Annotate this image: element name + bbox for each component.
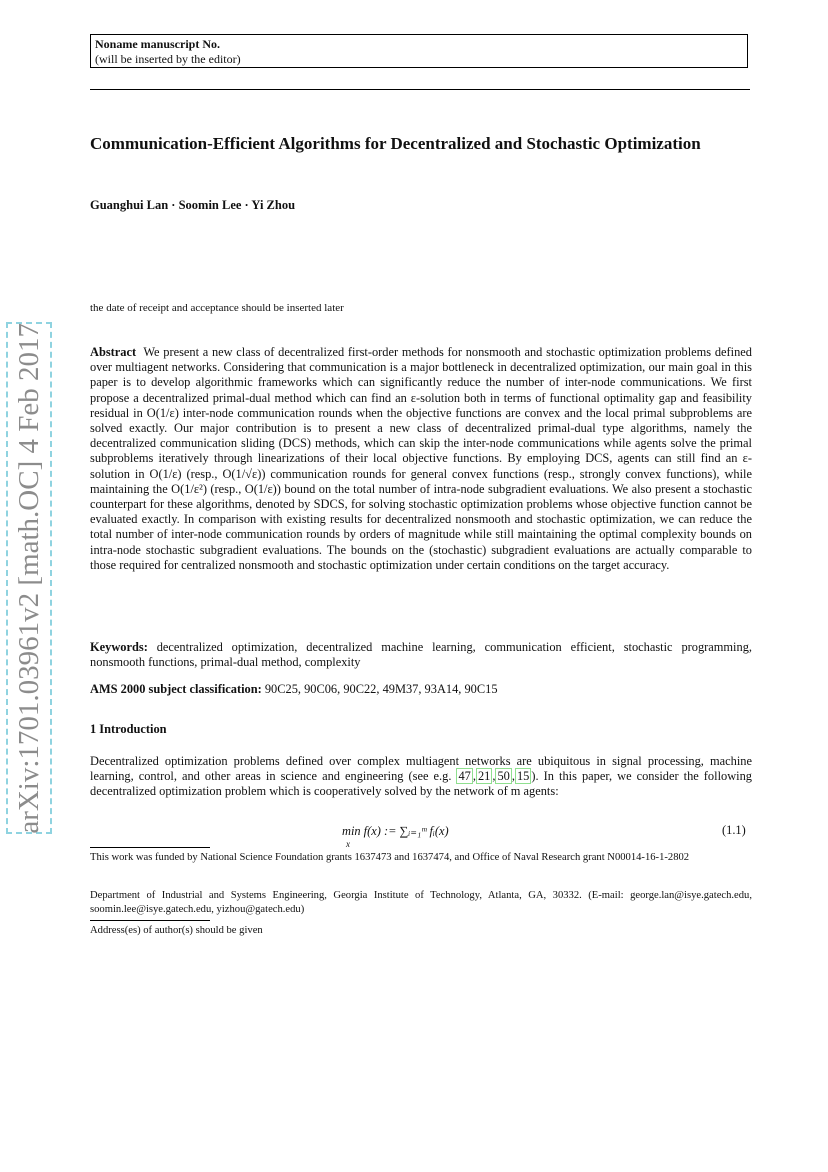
intro-text-before: Decentralized optimization problems defined over complex multiagent networks are ubiquitous in signal processing, machine learning, control, and other areas in science and engineering (see e.g. bbox=[90, 754, 752, 784]
citation-link[interactable]: 50 bbox=[497, 769, 510, 784]
keywords-text: decentralized optimization, decentralized machine learning, communication efficient, stochastic programming, nonsmooth functions, primal-dual method, complexity bbox=[90, 640, 752, 670]
keywords bbox=[90, 640, 752, 670]
citation-link[interactable]: 47 bbox=[458, 769, 471, 784]
author-address: Address(es) of author(s) should be given bbox=[90, 925, 263, 936]
intro-text-after: ). In this paper, we consider the following decentralized optimization problem which is cooperatively solved by the network of m agents: bbox=[90, 769, 752, 799]
paper-title: Communication-Efficient Algorithms for Decentralized and Stochastic Optimization bbox=[90, 134, 701, 153]
equation-text: min f(x) := ∑ᵢ₌₁ᵐ fᵢ(x) bbox=[342, 824, 449, 838]
equation-subscript: x bbox=[346, 839, 350, 849]
department-affiliation: Department of Industrial and Systems Engineering, Georgia Institute of Technology, Atlanta, GA, 30332. (E-mail: george.lan@isye.gatech.edu, soomin.lee@isye.gatech.edu, yizhou@gatech.edu) bbox=[90, 890, 752, 915]
manuscript-number: Noname manuscript No. bbox=[95, 37, 220, 51]
equation-1-1 bbox=[342, 823, 449, 849]
editor-box bbox=[90, 34, 748, 68]
ams-codes: 90C25, 90C06, 90C22, 49M37, 93A14, 90C15 bbox=[264, 682, 498, 696]
abstract-text: We present a new class of decentralized first-order methods for nonsmooth and stochastic optimization problems defined over multiagent networks. Considering that communication is a major bottleneck in decentralized optimization, our main goal in this paper is to develop algorithmic frameworks which can significantly reduce the number of inter-node communications. We first propose a decentralized primal-dual method which can find an ε-solution both in terms of functional optimality gap and feasibility residual in O(1/ε) inter-node communication rounds when the objective functions are convex and the local primal subproblems are solved exactly. Our major contribution is to present a new class of decentralized primal-dual type algorithms, namely the decentralized communication sliding (DCS) methods, which can skip the inter-node communications while agents solve the primal subproblems iteratively through linearizations of their local objective functions. By employing DCS, agents can still find an ε-solution in O(1/ε) (resp., O(1/√ε)) communication rounds for general convex functions (resp., strongly convex functions), while maintaining the O(1/ε²) (resp., O(1/ε)) bound on the total number of intra-node subgradient evaluations. We also present a stochastic counterpart for these algorithms, denoted by SDCS, for solving stochastic optimization problems whose objective function cannot be evaluated exactly. In comparison with existing results for decentralized nonsmooth and stochastic optimization, we can reduce the total number of inter-node communication rounds by orders of magnitude while still maintaining the optimal complexity bounds on intra-node stochastic subgradient evaluations. The bounds on the (stochastic) subgradient evaluations are actually comparable to those required for centralized nonsmooth and stochastic optimization under certain conditions on the target accuracy. bbox=[90, 345, 752, 572]
arxiv-stamp-text: arXiv:1701.03961v2 [math.OC] 4 Feb 2017 bbox=[12, 322, 45, 834]
ams-heading: AMS 2000 subject classification: bbox=[90, 682, 262, 696]
author-list: Guanghui Lan · Soomin Lee · Yi Zhou bbox=[90, 198, 296, 212]
affiliation-rule bbox=[90, 920, 210, 921]
header-rule bbox=[90, 89, 750, 90]
intro-paragraph: Decentralized optimization problems defined over complex multiagent networks are ubiquitous in signal processing, machine learning, control, and other areas in science and engineering (see e.g. 47 , 21 , 50 , 15 ). In this paper, we consider the following decentralized optimization problem which is cooperatively solved by the network of m agents: bbox=[90, 754, 752, 799]
editor-note: (will be inserted by the editor) bbox=[95, 52, 241, 66]
citation-link[interactable]: 15 bbox=[516, 769, 530, 784]
abstract-heading: Abstract bbox=[90, 345, 137, 359]
citation-link[interactable]: 21 bbox=[477, 769, 491, 784]
arxiv-stamp[interactable] bbox=[6, 322, 52, 834]
footnote-rule bbox=[90, 847, 210, 848]
receipt-note: the date of receipt and acceptance should be inserted later bbox=[90, 302, 344, 314]
equation-number: (1.1) bbox=[722, 823, 746, 837]
funding-footnote: This work was funded by National Science Foundation grants 1637473 and 1637474, and Office of Naval Research grant N00014-16-1-2802 bbox=[90, 852, 690, 863]
keywords-heading: Keywords: bbox=[90, 640, 148, 654]
abstract bbox=[90, 345, 752, 573]
ams-classification bbox=[90, 682, 498, 697]
section-heading: 1 Introduction bbox=[90, 722, 167, 736]
